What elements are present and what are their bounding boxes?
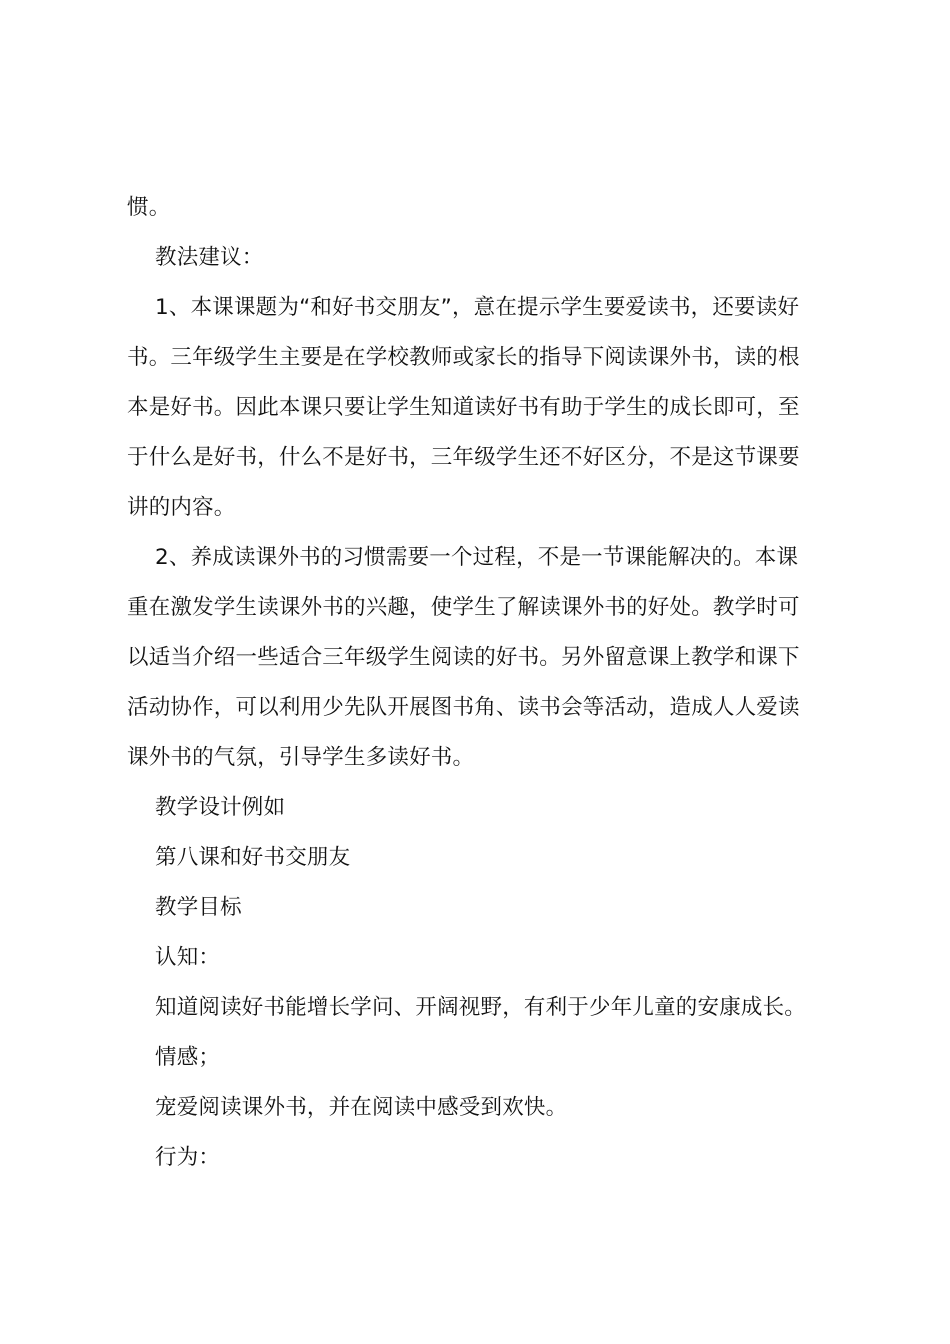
paragraph-line: 本是好书。因此本课只要让学生知道读好书有助于学生的成长即可，至 — [127, 395, 800, 420]
paragraph-line: 1、本课课题为“和好书交朋友”，意在提示学生要爱读书，还要读好 — [155, 295, 800, 320]
paragraph-line: 书。三年级学生主要是在学校教师或家长的指导下阅读课外书，读的根 — [127, 345, 800, 370]
objective-label-emotion: 情感； — [155, 1045, 221, 1070]
section-heading-teaching-advice: 教法建议： — [155, 245, 264, 270]
paragraph-line: 以适当介绍一些适合三年级学生阅读的好书。另外留意课上教学和课下 — [127, 645, 800, 670]
paragraph-line: 惯。 — [127, 195, 171, 220]
paragraph-line: 课外书的气氛，引导学生多读好书。 — [127, 745, 475, 770]
paragraph-line: 讲的内容。 — [127, 495, 236, 520]
paragraph-line: 于什么是好书，什么不是好书，三年级学生还不好区分，不是这节课要 — [127, 445, 800, 470]
paragraph-line: 活动协作，可以利用少先队开展图书角、读书会等活动，造成人人爱读 — [127, 695, 800, 720]
section-heading-design-example: 教学设计例如 — [155, 795, 286, 820]
objective-label-behavior: 行为： — [155, 1145, 221, 1170]
paragraph-line: 重在激发学生读课外书的兴趣，使学生了解读课外书的好处。教学时可 — [127, 595, 800, 620]
paragraph-line: 2、养成读课外书的习惯需要一个过程，不是一节课能解决的。本课 — [155, 545, 799, 570]
objective-text-cognition: 知道阅读好书能增长学问、开阔视野，有利于少年儿童的安康成长。 — [155, 995, 807, 1020]
document-body — [127, 183, 835, 1183]
objective-text-emotion: 宠爱阅读课外书，并在阅读中感受到欢快。 — [155, 1095, 568, 1120]
section-heading-objectives: 教学目标 — [155, 895, 242, 920]
lesson-title: 第八课和好书交朋友 — [155, 845, 351, 870]
objective-label-cognition: 认知： — [155, 945, 221, 970]
